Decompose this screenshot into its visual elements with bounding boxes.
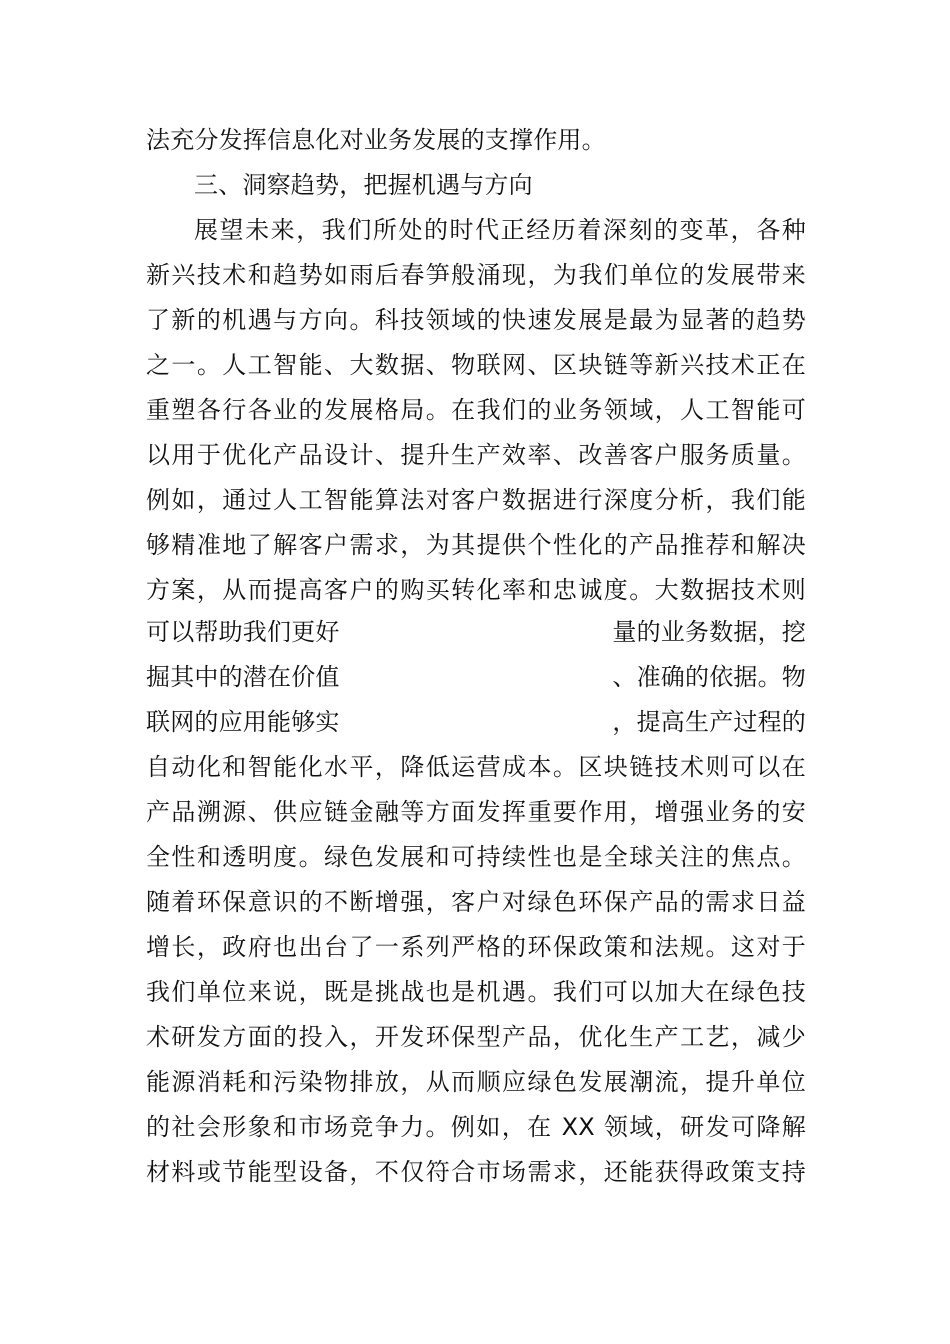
split-paragraph-line — [146, 610, 806, 654]
split-line-right: 、准确的依据。物 — [612, 663, 806, 691]
split-line-left: 掘其中的潜在价值 — [146, 663, 340, 691]
split-paragraph-line — [146, 655, 806, 699]
paragraph-line: 例如，通过人工智能算法对客户数据进行深度分析，我们能 — [146, 486, 806, 514]
split-line-right: ，提高生产过程的 — [612, 708, 806, 736]
paragraph-line: 展望未来，我们所处的时代正经历着深刻的变革，各种 — [194, 216, 806, 244]
paragraph-line: 我们单位来说，既是挑战也是机遇。我们可以加大在绿色技 — [146, 978, 806, 1006]
paragraph-line: 材料或节能型设备，不仅符合市场需求，还能获得政策支持 — [146, 1158, 806, 1186]
paragraph-line: 自动化和智能化水平，降低运营成本。区块链技术则可以在 — [146, 753, 806, 781]
paragraph-line: 法充分发挥信息化对业务发展的支撑作用。 — [146, 126, 606, 154]
paragraph-line: 之一。人工智能、大数据、物联网、区块链等新兴技术正在 — [146, 351, 806, 379]
split-line-left: 可以帮助我们更好 — [146, 618, 340, 646]
split-paragraph-line — [146, 700, 806, 744]
paragraph-line: 的社会形象和市场竞争力。例如，在 XX 领域，研发可降解 — [146, 1113, 806, 1141]
paragraph-line: 重塑各行各业的发展格局。在我们的业务领域，人工智能可 — [146, 396, 806, 424]
paragraph-line: 能源消耗和污染物排放，从而顺应绿色发展潮流，提升单位 — [146, 1068, 806, 1096]
paragraph-line: 以用于优化产品设计、提升生产效率、改善客户服务质量。 — [146, 441, 806, 469]
paragraph-line: 方案，从而提高客户的购买转化率和忠诚度。大数据技术则 — [146, 576, 806, 604]
paragraph-line: 全性和透明度。绿色发展和可持续性也是全球关注的焦点。 — [146, 843, 806, 871]
paragraph-line: 随着环保意识的不断增强，客户对绿色环保产品的需求日益 — [146, 888, 806, 916]
paragraph-line: 新兴技术和趋势如雨后春笋般涌现，为我们单位的发展带来 — [146, 261, 806, 289]
split-line-right: 量的业务数据，挖 — [612, 618, 806, 646]
paragraph-line: 了新的机遇与方向。科技领域的快速发展是最为显著的趋势 — [146, 306, 806, 334]
paragraph-line: 产品溯源、供应链金融等方面发挥重要作用，增强业务的安 — [146, 798, 806, 826]
paragraph-line: 术研发方面的投入，开发环保型产品，优化生产工艺，减少 — [146, 1023, 806, 1051]
paragraph-line: 够精准地了解客户需求，为其提供个性化的产品推荐和解决 — [146, 531, 806, 559]
split-line-left: 联网的应用能够实 — [146, 708, 340, 736]
paragraph-line: 增长，政府也出台了一系列严格的环保政策和法规。这对于 — [146, 933, 806, 961]
section-heading: 三、洞察趋势，把握机遇与方向 — [194, 171, 533, 199]
